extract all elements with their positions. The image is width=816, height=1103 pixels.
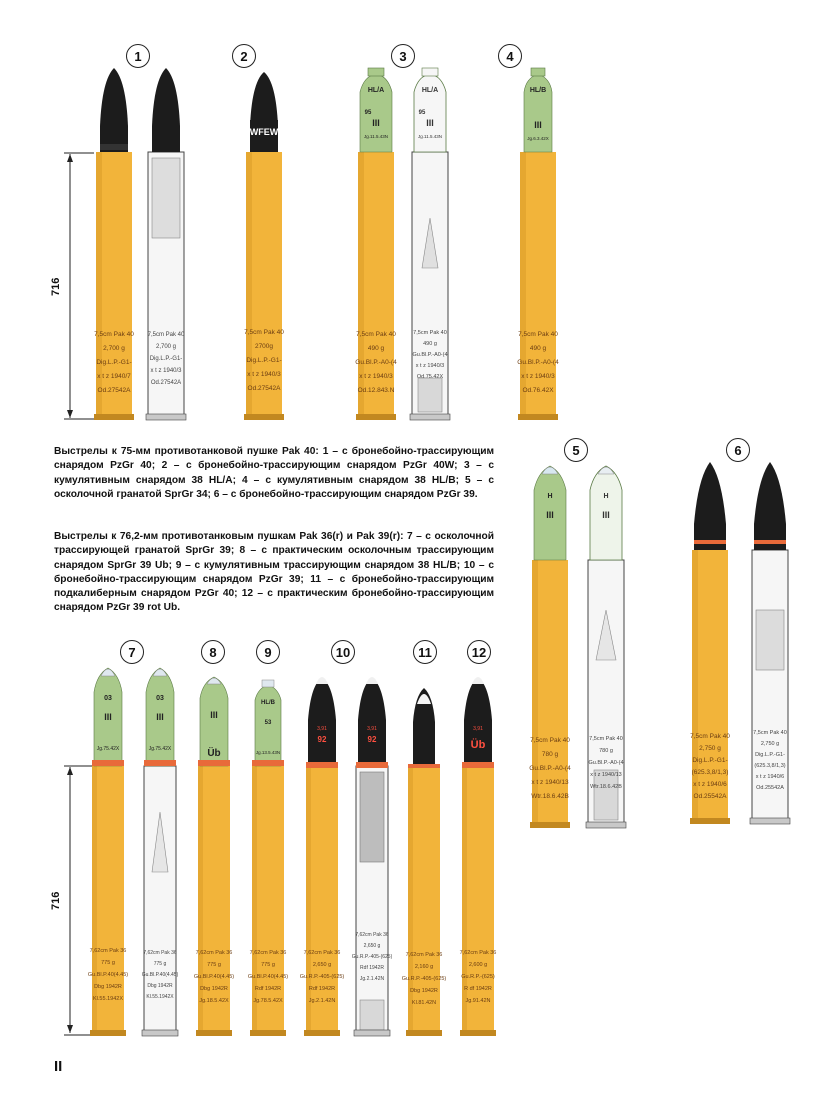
caption-pak36: Выстрелы к 76,2-мм противотанковым пушкам Pak 36(r) и Pak 39(r): 7 – с осколочной трассирующей гранатой SprGr 39; 8 – с практическим осколочным трассирующим снарядом SprGr 39 Ub; 9 – с кумулятивным трассирующим снарядом 38 HL/B; 10 – с бронебойно-трассирующим снарядом PzGr 39; 11 – с бронебойно-трассирующим подкалиберным снарядом PzGr 40; 12 – с практическим бронебойно-трассирующим снарядом PzGr 39 rot Ub.: [54, 531, 494, 614]
round-1-cut-marking-3: Dig.L.P.-G1-: [149, 356, 183, 362]
round-2-band-label: WFEW: [249, 127, 279, 137]
round-9-marking-5: Jg.78.5.42X: [253, 998, 283, 1004]
round-9-head-mark-1: HL/B: [261, 700, 275, 706]
round-8-head-mark-2: Üb: [207, 748, 221, 759]
round-7-marking-5: Kl.55.1942X: [93, 996, 123, 1002]
round-3-cut-head-mark-1: HL/A: [421, 87, 439, 94]
round-3-cut-marking-2: 490 g: [423, 341, 437, 347]
round-3-marking-4: x t z 1940/3: [359, 373, 393, 380]
round-2-number: 2: [232, 44, 256, 68]
round-6-marking-5: x t z 1940/6: [693, 781, 727, 788]
round-1-marking-3: Dig.L.P.-G1-: [96, 359, 132, 366]
round-9-marking-3: Gu.Bl.P.40(4.45): [247, 974, 289, 980]
round-8-marking-3: Gu.Bl.P.40(4.45): [193, 974, 235, 980]
round-3-cut-head-mark-4: Jg.11.5.43N: [418, 134, 442, 139]
round-7-cut-marking-4: Dbg 1942R: [147, 983, 173, 989]
round-4-head-mark-2: III: [534, 120, 542, 130]
round-10-marking-2: 2,650 g: [312, 962, 332, 968]
round-1-cut-marking-1: 7,5cm Pak 40: [147, 332, 185, 338]
round-12-number: 12: [467, 640, 491, 664]
round-8-marking-2: 775 g: [207, 962, 221, 968]
round-8-head-mark-1: III: [210, 710, 218, 720]
round-2-marking-5: Od.27542A: [247, 385, 281, 392]
round-5-cutaway: [584, 460, 628, 832]
round-6-marking-2: 2,750 g: [699, 745, 721, 752]
round-5-marking-1: 7,5cm Pak 40: [530, 737, 570, 744]
round-3-cut-marking-5: Od.75.42X: [416, 374, 444, 380]
round-5-marking-5: Wtr.18.6.42B: [531, 793, 569, 800]
round-11-marking-4: Dbg 1942R: [410, 988, 438, 994]
round-3-cartridge: [354, 68, 398, 424]
round-4-marking-1: 7,5cm Pak 40: [518, 331, 558, 338]
round-7-cut-marking-3: Gu.Bl.P.40(4.45): [141, 972, 179, 978]
round-4-number: 4: [498, 44, 522, 68]
round-3-cutaway: [408, 68, 452, 424]
round-6-number: 6: [726, 438, 750, 462]
round-6-cutaway: [748, 462, 792, 828]
round-3-cut-marking-4: x t z 1940/3: [415, 363, 445, 369]
round-3-cut-head-mark-3: III: [426, 118, 434, 128]
round-10-cut-marking-5: Jg.2.1.42N: [359, 976, 385, 982]
round-5-marking-4: x t z 1940/13: [531, 779, 569, 786]
round-1-marking-4: x t z 1940/7: [97, 373, 131, 380]
round-11-cartridge: [401, 684, 447, 1038]
round-7-cartridge: [88, 662, 128, 1038]
round-7-cutaway: [140, 662, 180, 1038]
round-5-cartridge: [528, 460, 572, 832]
round-3-cut-marking-3: Gu.Bl.P.-A0-(4: [412, 352, 448, 358]
round-4-marking-5: Od.76.42X: [522, 387, 554, 394]
round-10-cut-marking-3: Gu.R.P.-405-(625): [351, 954, 393, 960]
round-6-marking-6: Od.25542A: [693, 793, 727, 800]
round-10-head-mark-1: 3,91: [317, 726, 327, 732]
round-7-head-mark-3: Jg.75.42X: [96, 746, 120, 752]
round-9-number: 9: [256, 640, 280, 664]
round-11-marking-2: 2,160 g: [414, 964, 434, 970]
round-7-cut-head-mark-3: Jg.75.42X: [148, 746, 172, 752]
round-3-head-mark-4: Jg.11.5.43N: [364, 134, 388, 139]
round-3-cut-head-mark-2: 95: [418, 110, 426, 116]
round-6-cut-marking-5: x t z 1940/6: [755, 774, 785, 780]
round-10-head-mark-2: 92: [317, 735, 327, 744]
round-6-marking-3: Dig.L.P.-G1-: [692, 757, 728, 764]
round-1-cut-marking-2: 2,700 g: [155, 344, 177, 350]
round-1-marking-5: Od.27542A: [97, 387, 131, 394]
round-5-cut-marking-3: Gu.Bl.P.-A0-(4: [588, 760, 624, 766]
round-9-head-mark-3: Jg.13.5.43N: [255, 750, 281, 755]
round-1-cutaway: [144, 68, 188, 424]
round-10-cutaway: [352, 670, 392, 1038]
round-7-cut-marking-2: 775 g: [153, 961, 167, 967]
round-8-cartridge: [194, 672, 234, 1038]
round-5-head-mark-2: III: [546, 510, 554, 520]
round-10-cut-marking-1: 7,62cm Pak 36: [355, 932, 389, 938]
round-9-head-mark-2: 53: [264, 720, 272, 726]
round-11-marking-1: 7,62cm Pak 36: [405, 952, 443, 958]
round-5-cut-marking-5: Wtr.18.6.42B: [590, 784, 622, 790]
round-8-number: 8: [201, 640, 225, 664]
round-10-marking-3: Gu.R.P.-405-(625): [299, 974, 345, 980]
round-12-marking-1: 7,62cm Pak 36: [459, 950, 497, 956]
round-5-marking-3: Gu.Bl.P.-A0-(4: [529, 765, 571, 772]
round-2-marking-2: 2700g: [254, 343, 274, 350]
round-7-cut-head-mark-1: 03: [156, 695, 164, 702]
round-5-cut-head-mark-1: H: [603, 493, 609, 500]
round-8-marking-5: Jg.18.5.42X: [199, 998, 229, 1004]
round-7-head-mark-2: III: [104, 712, 112, 722]
round-10-cartridge: [299, 670, 345, 1038]
round-4-head-mark-1: HL/B: [529, 87, 547, 94]
round-12-head-mark-1: 3,91: [473, 726, 483, 732]
round-5-cut-marking-2: 780 g: [599, 748, 613, 754]
round-12-marking-4: R df 1942R: [464, 986, 492, 992]
dimension-line-top: [60, 152, 80, 420]
round-10-marking-1: 7,62cm Pak 36: [303, 950, 341, 956]
round-7-cut-marking-1: 7,62cm Pak 36: [143, 950, 177, 956]
round-12-head-mark-2: Üb: [470, 739, 486, 751]
round-12-marking-2: 2,600 g: [468, 962, 488, 968]
round-3-cut-marking-1: 7,5cm Pak 40: [413, 330, 447, 336]
round-11-marking-5: Kl.81.42N: [411, 1000, 437, 1006]
round-11-marking-3: Gu.R.P.-405-(625): [401, 976, 447, 982]
round-6-cut-marking-4: (625.3,8/1,3): [754, 763, 786, 769]
round-3-number: 3: [391, 44, 415, 68]
round-7-cut-head-mark-2: III: [156, 712, 164, 722]
round-7-marking-1: 7,62cm Pak 36: [89, 948, 127, 954]
round-12-marking-3: Gu.R.P.-(625): [461, 974, 495, 980]
round-4-cartridge: [516, 68, 560, 424]
round-1-cut-marking-5: Od.27542A: [150, 380, 182, 386]
round-9-marking-4: Rdf 1942R: [254, 986, 282, 992]
round-9-cartridge: [248, 680, 288, 1038]
round-2-marking-3: Dig.L.P.-G1-: [246, 357, 282, 364]
round-3-marking-3: Gu.Bl.P.-A0-(4: [355, 359, 397, 366]
round-2-marking-4: x t z 1940/3: [247, 371, 281, 378]
round-1-marking-2: 2,700 g: [103, 345, 125, 352]
round-1-cut-marking-4: x t z 1940/3: [150, 368, 182, 374]
round-8-marking-1: 7,62cm Pak 36: [195, 950, 233, 956]
round-7-marking-3: Gu.Bl.P.40(4.45): [87, 972, 129, 978]
round-5-head-mark-1: H: [547, 493, 553, 500]
round-7-marking-2: 775 g: [101, 960, 115, 966]
round-7-number: 7: [120, 640, 144, 664]
round-3-marking-1: 7,5cm Pak 40: [356, 331, 396, 338]
round-7-marking-4: Dbg 1942R: [94, 984, 122, 990]
round-7-head-mark-1: 03: [104, 695, 112, 702]
round-4-marking-4: x t z 1940/3: [521, 373, 555, 380]
round-10-cut-marking-2: 2,650 g: [363, 943, 381, 949]
round-8-marking-4: Dbg 1942R: [200, 986, 228, 992]
round-1-cartridge: [92, 68, 136, 424]
round-6-cut-marking-6: Od.25542A: [756, 785, 784, 791]
round-7-cut-marking-5: Kl.55.1942X: [146, 994, 174, 1000]
round-5-number: 5: [564, 438, 588, 462]
round-10-marking-5: Jg.2.1.42N: [308, 998, 336, 1004]
round-2-marking-1: 7,5cm Pak 40: [244, 329, 284, 336]
round-9-marking-1: 7,62cm Pak 36: [249, 950, 287, 956]
round-6-cut-marking-2: 2,750 g: [760, 741, 780, 747]
round-10-cut-head-mark-1: 3,91: [367, 726, 377, 732]
round-2-cartridge: [242, 72, 286, 424]
round-9-marking-2: 775 g: [261, 962, 275, 968]
round-3-head-mark-1: HL/A: [367, 87, 385, 94]
round-10-marking-4: Rdf 1942R: [308, 986, 336, 992]
round-6-cut-marking-1: 7,5cm Pak 40: [753, 730, 787, 736]
round-11-number: 11: [413, 640, 437, 664]
round-6-marking-1: 7,5cm Pak 40: [690, 733, 730, 740]
round-3-head-mark-3: III: [372, 118, 380, 128]
round-1-number: 1: [126, 44, 150, 68]
round-1-marking-1: 7,5cm Pak 40: [94, 331, 134, 338]
round-3-marking-2: 490 g: [367, 345, 385, 352]
caption-pak40: Выстрелы к 75-мм противотанковой пушке Pak 40: 1 – с бронебойно-трассирующим снарядом PzGr 40; 2 – с бронебойно-трассирующим снарядом PzGr 40W; 3 – с кумулятивным снарядом 38 HL/A; 4 – с кумулятивным снарядом 38 HL/B; 5 – с осколочной гранатой SprGr 34; 6 – с бронебойно-трассирующим снарядом PzGr 39.: [54, 446, 494, 500]
round-12-marking-5: Jg.91.42N: [465, 998, 491, 1004]
round-4-marking-2: 490 g: [529, 345, 547, 352]
round-5-cut-marking-1: 7,5cm Pak 40: [589, 736, 623, 742]
round-3-marking-5: Od.12.843.N: [357, 387, 395, 394]
dimension-label-top: 716: [50, 277, 62, 296]
round-12-cartridge: [458, 670, 498, 1038]
round-6-cartridge: [688, 462, 732, 828]
round-6-marking-4: (625.3,8/1,3): [691, 769, 729, 776]
round-4-marking-3: Gu.Bl.P.-A0-(4: [517, 359, 559, 366]
round-6-cut-marking-3: Dig.L.P.-G1-: [755, 752, 785, 758]
round-10-cut-marking-4: Rdf 1942R: [360, 965, 384, 971]
round-5-cut-marking-4: x t z 1940/13: [590, 772, 622, 778]
round-4-head-mark-3: Jg.6.3.42X: [527, 136, 549, 141]
round-3-head-mark-2: 95: [364, 110, 372, 116]
round-10-cut-head-mark-2: 92: [367, 735, 377, 744]
page-number: II: [54, 1058, 63, 1075]
round-5-marking-2: 780 g: [541, 751, 559, 758]
dimension-label-bottom: 716: [50, 891, 62, 910]
round-5-cut-head-mark-2: III: [602, 510, 610, 520]
round-10-number: 10: [331, 640, 355, 664]
